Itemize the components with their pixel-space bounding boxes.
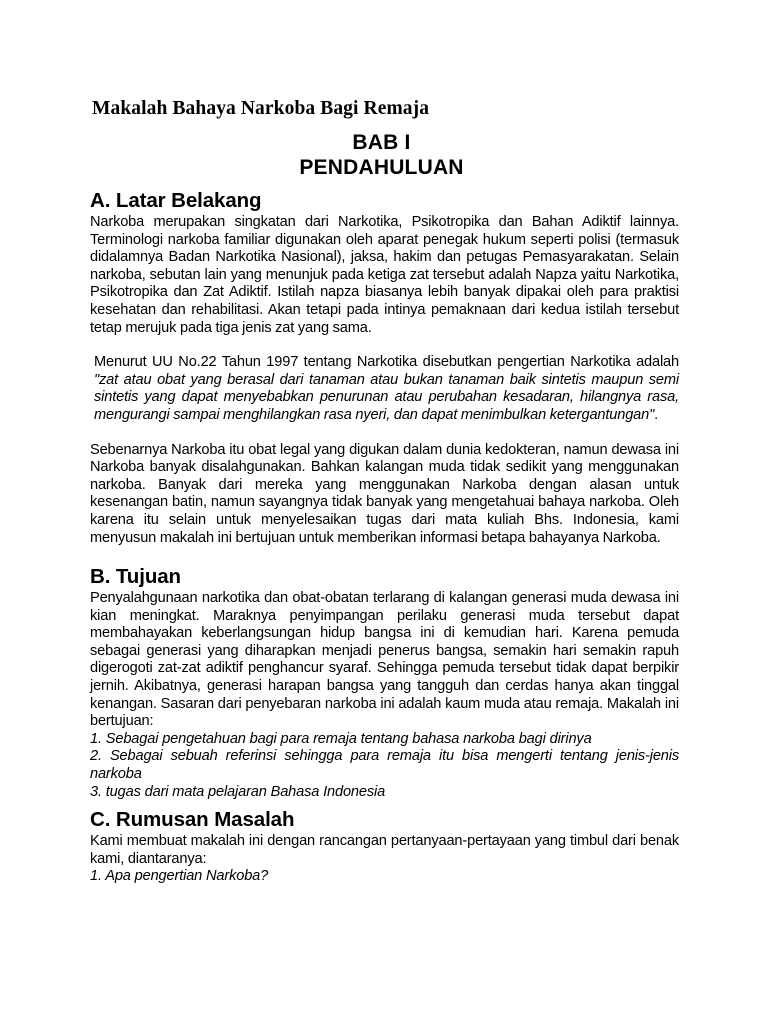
rumusan-masalah-list [90,868,679,886]
paragraph-definisi-uu [90,354,679,424]
paragraph-rumusan-masalah-1: Kami membuat makalah ini dengan rancangan pertanyaan-pertayaan yang timbul dari benak kami, diantaranya: [90,833,679,867]
list-item: 3. tugas dari mata pelajaran Bahasa Indonesia [90,783,386,800]
document-title: Makalah Bahaya Narkoba Bagi Remaja [92,98,430,119]
list-item: 2. Sebagai sebuah referinsi sehingga para remaja itu bisa mengerti tentang jenis-jenis narkoba [90,748,679,783]
paragraph-latar-belakang-2: Sebenarnya Narkoba itu obat legal yang digukan dalam dunia kedokteran, namun dewasa ini Narkoba banyak disalahgunakan. Bahkan kalangan muda tidak sedikit yang menggunakan narkoba. Banyak dari mereka yang menggunakan Narkoba dengan alasan untuk kesenangan batin, namun sayangnya tidak banyak yang mengetahuai bahaya narkoba. Oleh karena itu selain untuk menyelesaikan tugas dari mata kuliah Bhs. Indonesia, kami menyusun makalah ini bertujuan untuk memberikan informasi betapa bahayanya Narkoba. [90,441,679,546]
chapter-number: BAB I [352,131,411,154]
tujuan-list [90,731,679,801]
chapter-heading-block [90,130,679,180]
section-heading-tujuan: B. Tujuan [90,565,181,589]
paragraph-tujuan-1: Penyalahgunaan narkotika dan obat-obatan terlarang di kalangan generasi muda dewasa ini kian meningkat. Maraknya penyimpangan perilaku generasi muda tersebut dapat membahayakan keberlangsungan hidup bangsa ini di kemudian hari. Karena pemuda sebagai generasi yang diharapkan menjadi penerus bangsa, semakin hari semakin rapuh digerogoti zat-zat adiktif penghancur syaraf. Sehingga pemuda tersebut tidak dapat berpikir jernih. Akibatnya, generasi harapan bangsa yang tangguh dan cerdas hanya akan tinggal kenangan. Sasaran dari penyebaran narkoba ini adalah kaum muda atau remaja. Makalah ini bertujuan: [90,590,679,730]
chapter-name: PENDAHULUAN [299,156,464,179]
list-item: 1. Apa pengertian Narkoba? [90,868,269,885]
list-item: 1. Sebagai pengetahuan bagi para remaja tentang bahasa narkoba bagi dirinya [90,730,592,747]
section-heading-latar-belakang: A. Latar Belakang [90,189,262,212]
definition-lead-in: Menurut UU No.22 Tahun 1997 tentang Narkotika disebutkan pengertian Narkotika adalah [94,354,679,371]
definition-quote-text: "zat atau obat yang berasal dari tanaman atau bukan tanaman baik sintetis maupun semi sintetis yang dapat menyebabkan penurunan atau perubahan kesadaran, hilangnya rasa, mengurangi sampai menghilangkan rasa nyeri, dan dapat menimbulkan ketergantungan" [94,371,679,423]
definition-quote-trailing: . [654,406,659,423]
section-heading-rumusan-masalah: C. Rumusan Masalah [90,808,295,832]
document-content [90,96,679,886]
paragraph-latar-belakang-1: Narkoba merupakan singkatan dari Narkotika, Psikotropika dan Bahan Adiktif lainnya. Terminologi narkoba familiar digunakan oleh aparat penegak hukum seperti polisi (termasuk didalamnya Badan Narkotika Nasional), jaksa, hakim dan petugas Pemasyarakatan. Selain narkoba, sebutan lain yang menunjuk pada ketiga zat tersebut adalah Napza yaitu Narkotika, Psikotropika dan Zat Adiktif. Istilah napza biasanya lebih banyak dipakai oleh para praktisi kesehatan dan rehabilitasi. Akan tetapi pada intinya pemaknaan dari kedua istilah tersebut tetap merujuk pada tiga jenis zat yang sama. [90,214,679,336]
